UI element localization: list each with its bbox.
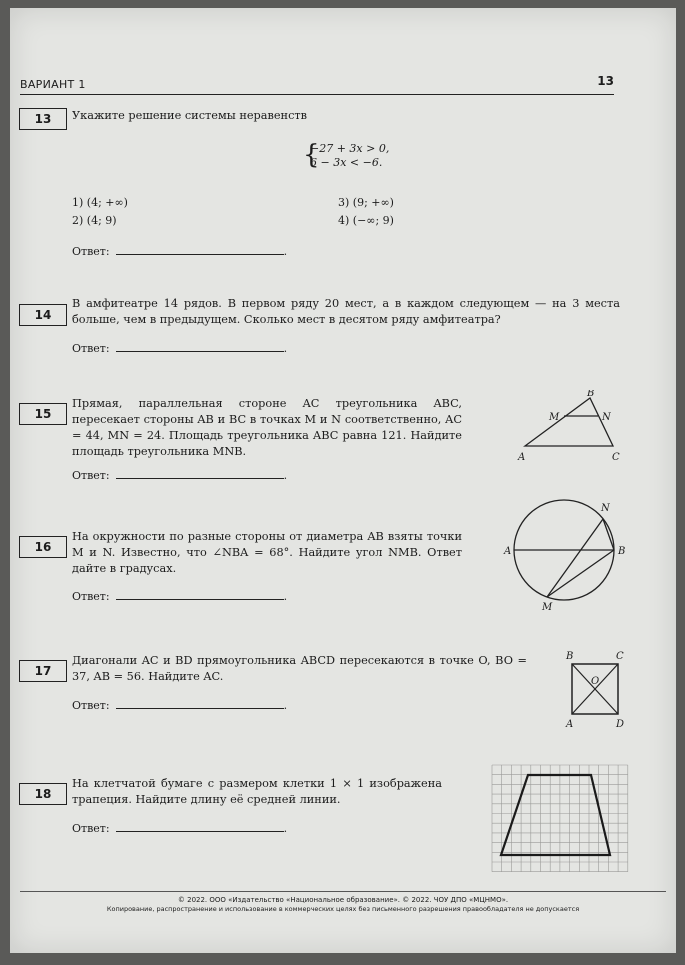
answer-row: Ответ: .	[72, 342, 288, 355]
option-1: 1) (4; +∞)	[72, 196, 128, 209]
variant-label: ВАРИАНТ 1	[20, 78, 86, 91]
answer-label: Ответ:	[72, 699, 110, 712]
label-b: B	[587, 390, 595, 399]
footer-divider	[20, 891, 666, 892]
label-m: M	[542, 602, 553, 613]
label-c: C	[612, 452, 620, 463]
answer-row: Ответ: .	[72, 245, 288, 258]
grid-figure	[484, 764, 630, 878]
header-divider	[20, 94, 614, 95]
task-text: На клетчатой бумаге с размером клетки 1 × 1 изображена трапеция. Найдите длину её средней линии.	[72, 777, 442, 806]
answer-field[interactable]	[116, 698, 284, 709]
answer-field[interactable]	[116, 341, 284, 352]
answer-field[interactable]	[116, 821, 284, 832]
task-number: 15	[19, 403, 67, 425]
label-n: N	[601, 503, 610, 514]
answer-row: Ответ: .	[72, 590, 288, 603]
task-number: 17	[19, 660, 67, 682]
task-number: 13	[19, 108, 67, 130]
task-text: На окружности по разные стороны от диаметра AB взяты точки M и N. Известно, что ∠NBA = 68°. Найдите угол NMB. Ответ дайте в градусах.	[72, 530, 462, 575]
answer-label: Ответ:	[72, 342, 110, 355]
label-o: O	[591, 676, 600, 687]
option-4: 4) (−∞; 9)	[338, 214, 394, 227]
answer-label: Ответ:	[72, 590, 110, 603]
brace-icon: {	[303, 140, 320, 170]
task-text: Диагонали AC и BD прямоугольника ABCD пересекаются в точке O, BO = 37, AB = 56. Найдите AC.	[72, 654, 527, 683]
footer-notice: Копирование, распространение и использование в коммерческих целях без письменного разрешения правообладателя не допускается	[106, 905, 580, 913]
answer-label: Ответ:	[72, 245, 110, 258]
task-text: Прямая, параллельная стороне AC треугольника ABC, пересекает стороны AB и BC в точках M и N соответственно, AC = 44, MN = 24. Площадь треугольника ABC равна 121. Найдите площадь треугольника MNB.	[72, 397, 462, 458]
page	[10, 8, 676, 953]
trapezoid-shape	[501, 775, 610, 855]
task-text: Укажите решение системы неравенств	[72, 109, 308, 122]
task-number: 18	[19, 783, 67, 805]
label-a: A	[566, 719, 574, 730]
inequality-1: −27 + 3x > 0,	[310, 142, 390, 155]
page-number: 13	[597, 74, 614, 88]
answer-label: Ответ:	[72, 469, 110, 482]
footer-copyright: © 2022. ООО «Издательство «Национальное образование». © 2022. ЧОУ ДПО «МЦНМО».	[177, 896, 509, 904]
answer-label: Ответ:	[72, 822, 110, 835]
option-2: 2) (4; 9)	[72, 214, 117, 227]
label-n: N	[602, 412, 611, 423]
task-text: В амфитеатре 14 рядов. В первом ряду 20 мест, а в каждом следующем — на 3 места больше, чем в предыдущем. Сколько мест в десятом ряду амфитеатра?	[72, 297, 620, 326]
task-number: 16	[19, 536, 67, 558]
task-number: 14	[19, 304, 67, 326]
label-a: A	[518, 452, 526, 463]
answer-field[interactable]	[116, 589, 284, 600]
label-m: M	[549, 412, 560, 423]
answer-row: Ответ: .	[72, 822, 288, 835]
rectangle-figure	[560, 648, 635, 733]
option-3: 3) (9; +∞)	[338, 196, 394, 209]
answer-field[interactable]	[116, 244, 284, 255]
answer-row: Ответ: .	[72, 469, 288, 482]
label-b: B	[618, 546, 626, 557]
label-d: D	[616, 719, 625, 730]
answer-row: Ответ: .	[72, 699, 288, 712]
triangle-figure	[510, 390, 630, 470]
inequality-system	[303, 140, 390, 170]
answer-field[interactable]	[116, 468, 284, 479]
label-b: B	[566, 651, 574, 662]
label-a: A	[504, 546, 512, 557]
inequality-2: 6 − 3x < −6.	[310, 156, 383, 169]
label-c: C	[616, 651, 624, 662]
circle-figure	[490, 493, 640, 613]
